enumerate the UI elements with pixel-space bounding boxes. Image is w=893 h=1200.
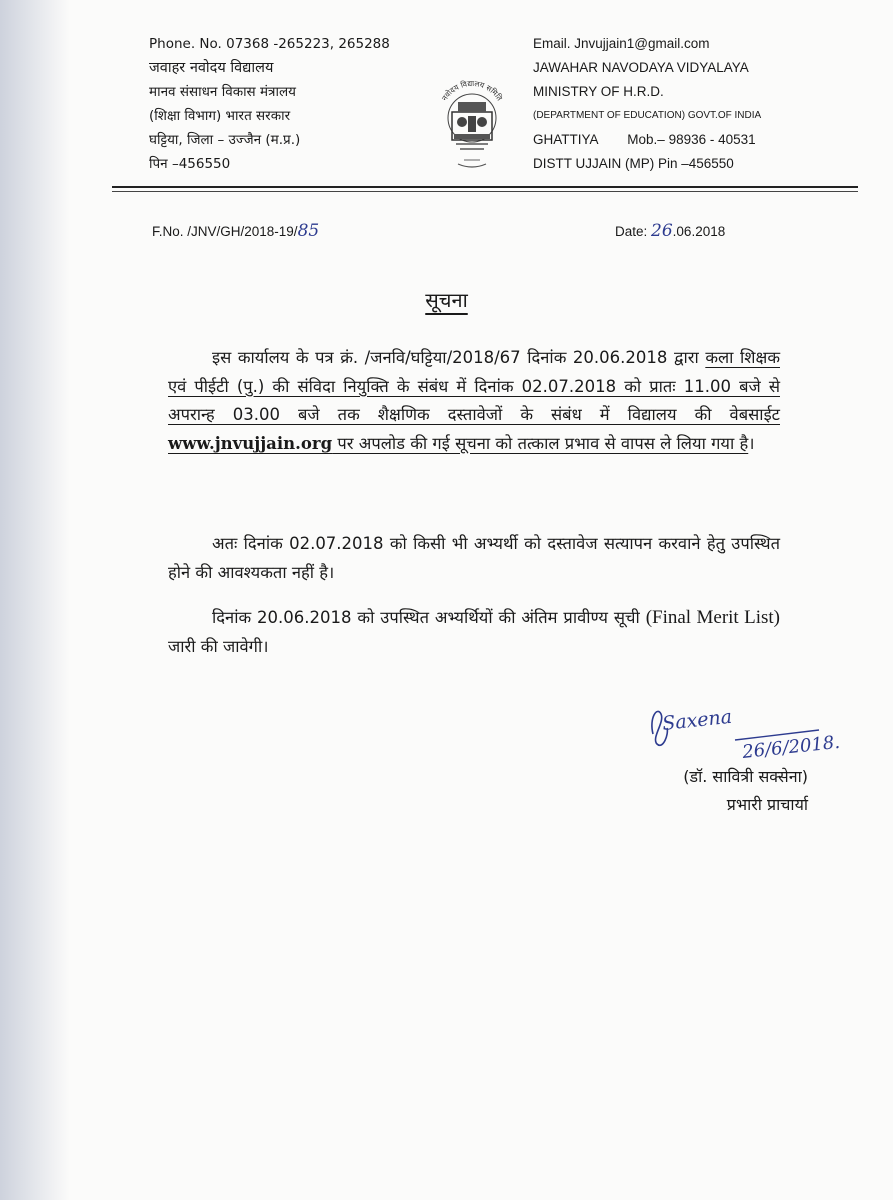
mobile-number: Mob.– 98936 - 40531 (627, 132, 756, 147)
pin-hindi: पिन –456550 (149, 156, 231, 172)
place-mobile-line (533, 128, 761, 152)
date-day-handwritten: 26 (651, 221, 673, 241)
date-label: Date: (615, 224, 652, 239)
header-rule-thin (112, 191, 858, 192)
ministry-hindi: मानव संसाधन विकास मंत्रालय (149, 84, 296, 100)
handwritten-signature (647, 704, 887, 768)
notice-paragraph-1 (168, 344, 780, 458)
file-number-handwritten: 85 (297, 221, 320, 241)
phone-number: Phone. No. 07368 -265223, 265288 (149, 36, 390, 52)
para1-lead: इस कार्यालय के पत्र क्रं. /जनवि/घट्टिया/2018/67 दिनांक 20.06.2018 द्वारा (212, 348, 706, 367)
department-hindi: (शिक्षा विभाग) भारत सरकार (149, 108, 291, 124)
final-merit-list: (Final Merit List) (645, 607, 780, 628)
signature-date: 26/6/2018. (741, 731, 842, 763)
district-english: DISTT UJJAIN (MP) Pin –456550 (533, 156, 734, 171)
header-rule-thick (112, 186, 858, 188)
email-address: Email. Jnvujjain1@gmail.com (533, 36, 710, 51)
school-name-english: JAWAHAR NAVODAYA VIDYALAYA (533, 60, 749, 75)
notice-paragraph-2 (168, 530, 780, 587)
address-hindi: घट्टिया, जिला – उज्जैन (म.प्र.) (149, 132, 301, 148)
file-number-printed: F.No. /JNV/GH/2018-19/ (152, 224, 298, 239)
para3-end: जारी की जावेगी। (168, 636, 269, 656)
letter-date (615, 221, 725, 241)
scan-shadow (0, 0, 70, 1200)
para2-text: अतः दिनांक 02.07.2018 को किसी भी अभ्यर्थी को दस्तावेज सत्यापन करवाने हेतु उपस्थित होने की आवश्यकता नहीं है। (168, 534, 780, 582)
para1-underlined-text: कला शिक्षक एवं पीईटी (पु.) की संविदा नियुक्ति के संबंध में दिनांक 02.07.2018 को प्रातः 11.00 बजे से अपरान्ह 03.00 बजे तक शैक्षणिक दस्तावेजों के संबंध में विद्यालय की वेबसाईट (168, 348, 780, 424)
department-english: (DEPARTMENT OF EDUCATION) GOVT.OF INDIA (533, 110, 762, 121)
svg-text:नवोदय विद्यालय समिति (440, 79, 504, 103)
file-number (152, 221, 319, 241)
ministry-english: MINISTRY OF H.R.D. (533, 84, 664, 99)
notice-paragraph-3 (168, 604, 780, 661)
place-english: GHATTIYA (533, 132, 598, 147)
signatory-block (596, 763, 808, 819)
date-month-year: .06.2018 (672, 224, 726, 239)
website-link: www.jnvujjain.org (168, 433, 333, 453)
signature-name: Saxena (661, 705, 734, 735)
emblem-text: नवोदय विद्यालय समिति (439, 78, 504, 103)
notice-title: सूचना (425, 288, 468, 312)
header-left (149, 32, 390, 176)
header-right (533, 32, 761, 176)
para1-end: । (748, 433, 755, 453)
para1-underlined-end: पर अपलोड की गई सूचना को तत्काल प्रभाव से वापस ले लिया गया है (332, 433, 749, 453)
para3-lead: दिनांक 20.06.2018 को उपस्थित अभ्यर्थियों की अंतिम प्रावीण्य सूची (212, 608, 646, 627)
signatory-designation: प्रभारी प्राचार्या (726, 795, 808, 814)
jnv-emblem-icon (434, 72, 510, 176)
signatory-name: (डॉ. सावित्री सक्सेना) (683, 767, 808, 786)
school-name-hindi: जवाहर नवोदय विद्यालय (149, 60, 274, 76)
